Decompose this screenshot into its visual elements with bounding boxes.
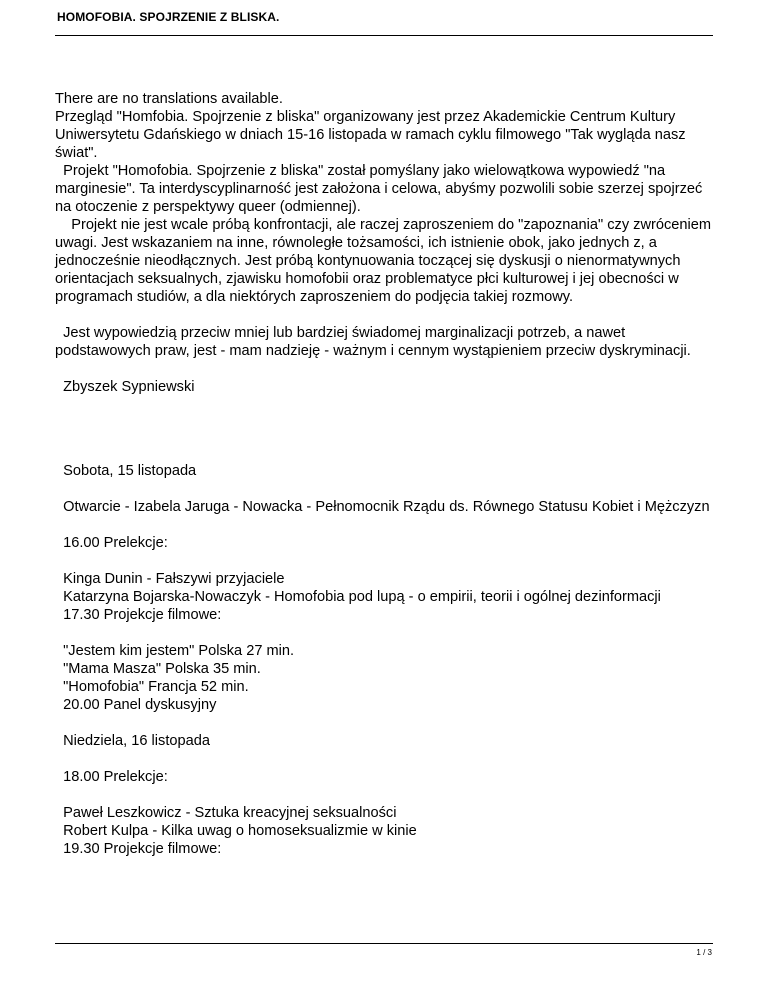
opening-line: Otwarcie - Izabela Jaruga - Nowacka - Pełnomocnik Rządu ds. Równego Statusu Kobiet i Mężczyzn: [55, 499, 710, 515]
header-divider: [55, 35, 713, 36]
body-paragraph: Jest wypowiedzią przeciw mniej lub bardziej świadomej marginalizacji potrzeb, a nawet podstawowych praw, jest - mam nadzieję - ważnym i cennym wystąpieniem przeciw dyskryminacji.: [55, 325, 691, 359]
intro-paragraph: Projekt nie jest wcale próbą konfrontacji, ale raczej zaproszeniem do "zapoznania" czy zwróceniem uwagi. Jest wskazaniem na inne, równoległe tożsamości, ich istnienie obok, jako jednych z, a jednocześnie nieodłącznych. Jest próbą kontynuowania toczącej się dyskusji o nienormatywnych orientacjach seksualnych, zjawisku homofobii oraz problematyce płci kulturowej i jej obecności w programach studiów, a dla niektórych zaproszeniem do podjęcia takiej rozmowy.: [55, 217, 716, 305]
film-item: "Mama Masza" Polska 35 min.: [55, 661, 261, 677]
film-item: "Jestem kim jestem" Polska 27 min.: [55, 643, 295, 659]
screenings-heading-sunday: 19.30 Projekcje filmowe:: [55, 841, 222, 857]
film-item: "Homofobia" Francja 52 min.: [55, 679, 249, 695]
lectures-heading-saturday: 16.00 Prelekcje:: [55, 535, 168, 551]
day-heading-saturday: Sobota, 15 listopada: [55, 463, 197, 479]
intro-line: There are no translations available.: [55, 91, 283, 107]
footer-divider: [55, 943, 713, 944]
screenings-heading-saturday: 17.30 Projekcje filmowe:: [55, 607, 222, 623]
lecture-item: Katarzyna Bojarska-Nowaczyk - Homofobia pod lupą - o empirii, teorii i ogólnej dezinformacji: [55, 589, 661, 605]
page-number: 1 / 3: [696, 948, 712, 957]
lecture-item: Kinga Dunin - Fałszywi przyjaciele: [55, 571, 285, 587]
document-header: HOMOFOBIA. SPOJRZENIE Z BLISKA.: [57, 10, 280, 24]
panel-item: 20.00 Panel dyskusyjny: [55, 697, 217, 713]
lectures-heading-sunday: 18.00 Prelekcje:: [55, 769, 168, 785]
author-signature: Zbyszek Sypniewski: [55, 379, 195, 395]
intro-paragraph: Projekt "Homofobia. Spojrzenie z bliska" został pomyślany jako wielowątkowa wypowiedź "na marginesie". Ta interdyscyplinarność jest założona i celowa, abyśmy pozwolili sobie szerzej spojrzeć na otoczenie z perspektywy queer (odmiennej).: [55, 163, 707, 215]
lecture-item: Robert Kulpa - Kilka uwag o homoseksualizmie w kinie: [55, 823, 417, 839]
document-body: [55, 90, 715, 858]
day-heading-sunday: Niedziela, 16 listopada: [55, 733, 210, 749]
lecture-item: Paweł Leszkowicz - Sztuka kreacyjnej seksualności: [55, 805, 397, 821]
intro-paragraph: Przegląd "Homfobia. Spojrzenie z bliska" organizowany jest przez Akademickie Centrum Kultury Uniwersytetu Gdańskiego w dniach 15-16 listopada w ramach cyklu filmowego "Tak wygląda nasz świat".: [55, 109, 690, 161]
